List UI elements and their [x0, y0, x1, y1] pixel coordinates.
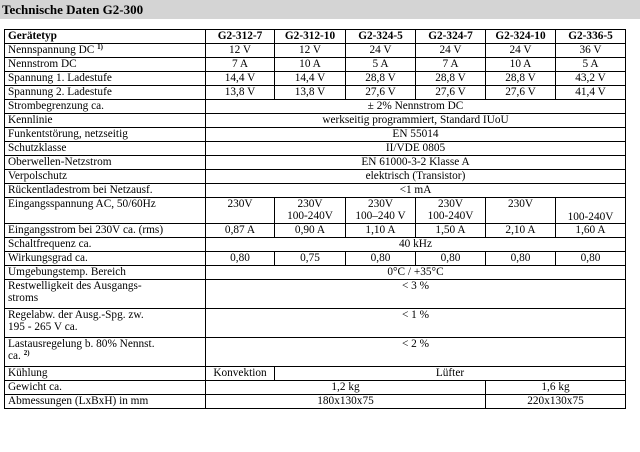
table-cell: [486, 198, 556, 224]
cell-line: 230V: [227, 198, 253, 210]
row-label: Spannung 2. Ladestufe: [5, 86, 206, 100]
table-cell: 41,4 V: [556, 86, 626, 100]
model-name: G2-336-5: [556, 30, 626, 44]
row-label: Strombegrenzung ca.: [5, 100, 206, 114]
table-row: [5, 170, 626, 184]
table-cell: 40 kHz: [206, 238, 626, 252]
table-row: [5, 338, 626, 367]
row-label-line: Regelabw. der Ausg.-Spg. zw.: [8, 309, 144, 321]
table-cell: [206, 198, 275, 224]
cell-line: 100–240 V: [355, 210, 406, 222]
row-label: [5, 44, 206, 58]
table-cell: 0,90 A: [275, 224, 346, 238]
table-cell: 0,80: [346, 252, 416, 266]
table-cell: 12 V: [275, 44, 346, 58]
table-cell: 10 A: [275, 58, 346, 72]
table-cell: 0,80: [416, 252, 486, 266]
row-label: Eingangsstrom bei 230V ca. (rms): [5, 224, 206, 238]
model-name: G2-324-10: [486, 30, 556, 44]
table-cell: 28,8 V: [346, 72, 416, 86]
table-cell: < 3 %: [206, 280, 626, 309]
table-cell: 220x130x75: [486, 395, 626, 409]
row-label-line: stroms: [8, 292, 39, 304]
row-label: Umgebungstemp. Bereich: [5, 266, 206, 280]
footnote-marker: 1): [97, 43, 103, 51]
table-cell: 28,8 V: [416, 72, 486, 86]
table-cell: 28,8 V: [486, 72, 556, 86]
table-cell: 27,6 V: [486, 86, 556, 100]
row-label: Schutzklasse: [5, 142, 206, 156]
table-cell: 1,6 kg: [486, 381, 626, 395]
table-cell: 0,75: [275, 252, 346, 266]
model-name: G2-324-5: [346, 30, 416, 44]
table-row: [5, 198, 626, 224]
table-cell: <1 mA: [206, 184, 626, 198]
row-label-line: [8, 350, 202, 362]
table-cell: 27,6 V: [416, 86, 486, 100]
row-label: [5, 309, 206, 338]
table-cell: 1,2 kg: [206, 381, 486, 395]
table-cell: 0,80: [486, 252, 556, 266]
header-row: [5, 30, 626, 44]
table-cell: 12 V: [206, 44, 275, 58]
cell-line: 100-240V: [427, 210, 474, 222]
table-cell: 5 A: [556, 58, 626, 72]
table-row: [5, 395, 626, 409]
table-cell: 24 V: [486, 44, 556, 58]
table-cell: werkseitig programmiert, Standard IUoU: [206, 114, 626, 128]
table-row: [5, 252, 626, 266]
table-cell: 14,4 V: [206, 72, 275, 86]
table-cell: 10 A: [486, 58, 556, 72]
table-cell: 7 A: [206, 58, 275, 72]
model-name: G2-312-10: [275, 30, 346, 44]
cell-line: 230V: [437, 198, 464, 210]
table-cell: 1,10 A: [346, 224, 416, 238]
table-cell: 43,2 V: [556, 72, 626, 86]
table-row: [5, 58, 626, 72]
row-label-line: Restwelligkeit des Ausgangs-: [8, 280, 142, 292]
row-label: Abmessungen (LxBxH) in mm: [5, 395, 206, 409]
row-label: Schaltfrequenz ca.: [5, 238, 206, 252]
table-cell: 1,50 A: [416, 224, 486, 238]
row-label: Kennlinie: [5, 114, 206, 128]
table-cell: 5 A: [346, 58, 416, 72]
spec-table: [4, 29, 626, 409]
table-row: [5, 44, 626, 58]
model-name: G2-324-7: [416, 30, 486, 44]
row-label-text: ca.: [8, 350, 21, 362]
table-cell: 24 V: [346, 44, 416, 58]
document-title: Technische Daten G2-300: [0, 0, 640, 19]
row-label: Funkentstörung, netzseitig: [5, 128, 206, 142]
row-label: Wirkungsgrad ca.: [5, 252, 206, 266]
table-cell: [416, 198, 486, 224]
table-cell: [275, 198, 346, 224]
table-cell: ± 2% Nennstrom DC: [206, 100, 626, 114]
table-row: [5, 266, 626, 280]
table-row: [5, 224, 626, 238]
table-cell: Lüfter: [275, 367, 626, 381]
cell-line: 230V: [507, 198, 534, 210]
table-cell: EN 61000-3-2 Klasse A: [206, 156, 626, 170]
table-row: [5, 184, 626, 198]
row-label: Rückentladestrom bei Netzausf.: [5, 184, 206, 198]
row-label: Verpolschutz: [5, 170, 206, 184]
table-cell: 36 V: [556, 44, 626, 58]
table-cell: < 2 %: [206, 338, 626, 367]
table-cell: 0°C / +35°C: [206, 266, 626, 280]
table-cell: 13,8 V: [275, 86, 346, 100]
table-cell: [346, 198, 416, 224]
table-cell: elektrisch (Transistor): [206, 170, 626, 184]
table-cell: < 1 %: [206, 309, 626, 338]
table-row: [5, 142, 626, 156]
row-label: Spannung 1. Ladestufe: [5, 72, 206, 86]
table-row: [5, 100, 626, 114]
table-cell: 24 V: [416, 44, 486, 58]
row-label: Nennstrom DC: [5, 58, 206, 72]
table-cell: 7 A: [416, 58, 486, 72]
table-row: [5, 309, 626, 338]
table-cell: 27,6 V: [346, 86, 416, 100]
cell-line: 100-240V: [287, 210, 333, 222]
row-label: [5, 338, 206, 367]
table-cell: 14,4 V: [275, 72, 346, 86]
row-label: Eingangsspannung AC, 50/60Hz: [5, 198, 206, 224]
table-cell: 0,80: [206, 252, 275, 266]
model-name: G2-312-7: [206, 30, 275, 44]
cell-line: 100-240V: [567, 211, 614, 223]
cell-line: 230V: [297, 198, 323, 210]
table-cell: 13,8 V: [206, 86, 275, 100]
table-cell: 0,87 A: [206, 224, 275, 238]
table-row: [5, 367, 626, 381]
table-cell: II/VDE 0805: [206, 142, 626, 156]
table-row: [5, 156, 626, 170]
row-label: [5, 280, 206, 309]
row-label-line: Lastausregelung b. 80% Nennst.: [8, 338, 155, 350]
table-row: [5, 238, 626, 252]
row-label-line: 195 - 265 V ca.: [8, 321, 78, 333]
table-cell: 1,60 A: [556, 224, 626, 238]
cell-line: 230V: [367, 198, 394, 210]
table-cell: [556, 198, 626, 224]
table-row: [5, 114, 626, 128]
table-row: [5, 86, 626, 100]
table-cell: EN 55014: [206, 128, 626, 142]
header-label: Gerätetyp: [5, 30, 206, 44]
table-cell: 180x130x75: [206, 395, 486, 409]
table-cell: Konvektion: [206, 367, 275, 381]
table-row: [5, 128, 626, 142]
table-row: [5, 381, 626, 395]
table-cell: 0,80: [556, 252, 626, 266]
table-row: [5, 280, 626, 309]
row-label-text: Nennspannung DC: [8, 44, 95, 56]
row-label: Kühlung: [5, 367, 206, 381]
row-label: Oberwellen-Netzstrom: [5, 156, 206, 170]
footnote-marker: 2): [23, 349, 30, 357]
row-label: Gewicht ca.: [5, 381, 206, 395]
table-cell: 2,10 A: [486, 224, 556, 238]
table-row: [5, 72, 626, 86]
